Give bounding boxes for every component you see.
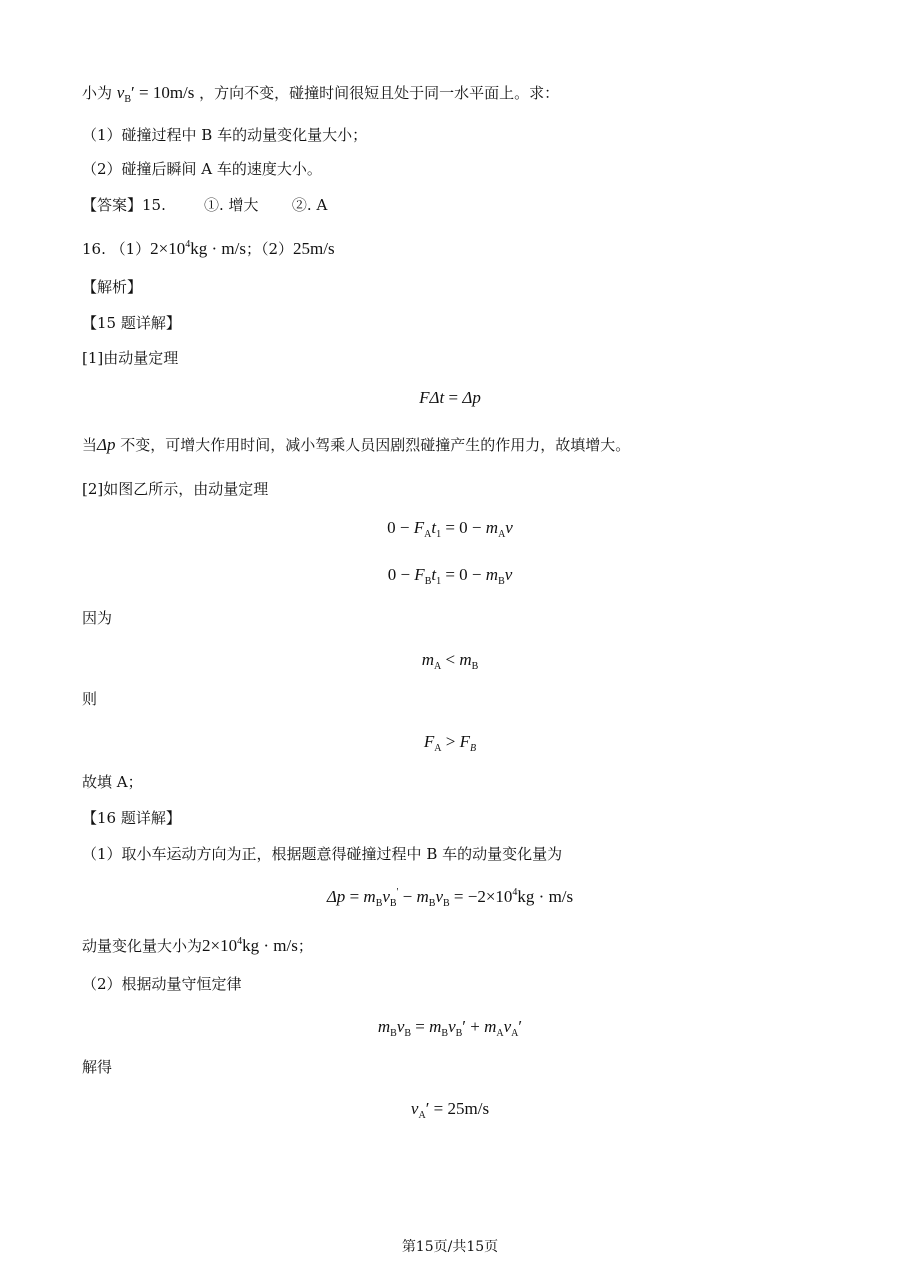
question-2: （2）碰撞后瞬间 A 车的速度大小。	[82, 160, 322, 178]
answer-line: 【答案】15. ①. 增大 ②. A	[82, 196, 328, 214]
q16-step1: （1）取小车运动方向为正，根据题意得碰撞过程中 B 车的动量变化量为	[82, 845, 563, 863]
q16-label: 【16 题详解】	[82, 809, 181, 827]
equation-2b: $0 - F_Bt_1 = 0 - m_Bv$	[387, 565, 513, 587]
intro-suffix: ，方向不变，碰撞时间很短且处于同一水平面上。求：	[199, 84, 560, 102]
analysis-label: 【解析】	[82, 278, 143, 296]
equation-result: $v_A' = 25m/s$	[410, 1099, 490, 1121]
question-1: （1）碰撞过程中 B 车的动量变化量大小；	[82, 126, 368, 144]
q15-step2: [2]如图乙所示，由动量定理	[82, 480, 269, 498]
intro-formula: $v_B' = 10m/s$	[116, 83, 195, 105]
q16-step2: （2）根据动量守恒定律	[82, 975, 242, 993]
fill-a: 故填 A；	[82, 773, 143, 791]
intro-line	[82, 82, 559, 111]
because-label: 因为	[82, 609, 113, 627]
equation-conservation: $m_Bv_B = m_Bv_B' + m_Av_A'$	[377, 1017, 523, 1039]
solve-label: 解得	[82, 1058, 113, 1076]
equation-2a: $0 - F_At_1 = 0 - m_Av$	[387, 518, 513, 540]
equation-mass: $m_A < m_B$	[421, 650, 479, 672]
equation-force: $F_A > F_B$	[423, 732, 477, 754]
q15-label: 【15 题详解】	[82, 314, 181, 332]
q16-result1: 动量变化量大小为$2\times 10^4kg \cdot m/s$；	[82, 936, 313, 955]
then-label: 则	[82, 690, 98, 708]
equation-momentum-change: $\Delta p = m_Bv_B' - m_Bv_B = -2\times 10^4kg \cdot m/s$	[326, 887, 574, 909]
equation-impulse: FΔt = Δp	[419, 388, 481, 407]
text-delta-p: 当Δp 不变，可增大作用时间，减小驾乘人员因剧烈碰撞产生的作用力，故填增大。	[82, 435, 631, 454]
q15-step1: [1]由动量定理	[82, 349, 179, 367]
intro-prefix: 小为	[82, 84, 113, 102]
page-footer: 第15页/共15页	[401, 1239, 499, 1255]
answer16-line: 16. $(1)2\times 10^4kg \cdot m/s$；（2）25m/s	[82, 239, 335, 258]
